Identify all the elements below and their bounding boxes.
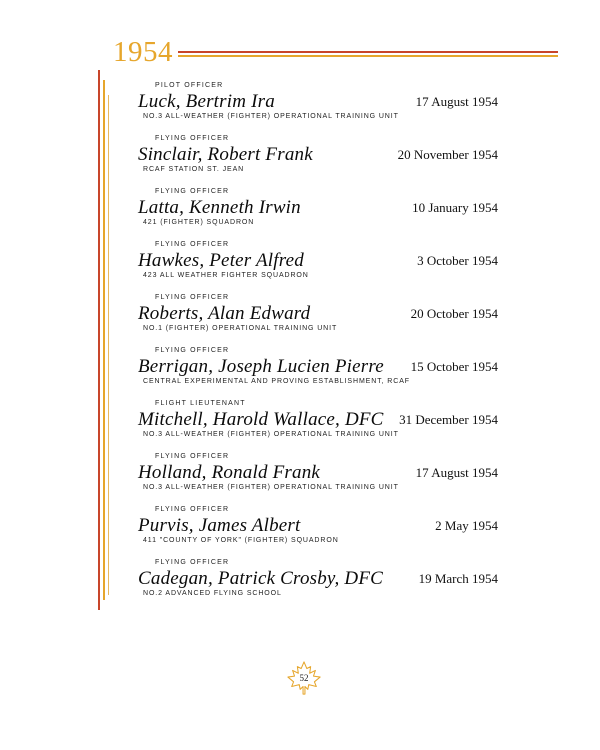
margin-rule-gold	[103, 80, 105, 600]
entry-unit: NO.2 ADVANCED FLYING SCHOOL	[143, 590, 282, 597]
entry-unit: NO.3 ALL-WEATHER (FIGHTER) OPERATIONAL TRAINING UNIT	[143, 431, 399, 438]
entry-rank: PILOT OFFICER	[155, 82, 224, 89]
memorial-entry	[138, 294, 498, 347]
entry-name: Latta, Kenneth Irwin	[138, 197, 301, 218]
memorial-entry	[138, 506, 498, 559]
entry-date: 20 October 1954	[410, 306, 498, 321]
entry-name: Cadegan, Patrick Crosby, DFC	[138, 568, 384, 589]
entry-name: Hawkes, Peter Alfred	[138, 250, 304, 271]
entry-name: Sinclair, Robert Frank	[138, 144, 313, 165]
memorial-entry	[138, 559, 498, 612]
entry-date: 17 August 1954	[415, 94, 498, 109]
page-number: 52	[299, 673, 309, 683]
entry-unit: 423 ALL WEATHER FIGHTER SQUADRON	[143, 272, 309, 279]
entry-unit: RCAF STATION ST. JEAN	[143, 166, 245, 173]
margin-rule-light	[108, 95, 109, 595]
entry-rank: FLYING OFFICER	[155, 241, 230, 248]
memorial-entry	[138, 241, 498, 294]
year-heading: 1954	[113, 36, 173, 68]
entry-unit: CENTRAL EXPERIMENTAL AND PROVING ESTABLISHMENT, RCAF	[143, 378, 410, 385]
entry-name: Mitchell, Harold Wallace, DFC	[138, 409, 384, 430]
entry-rank: FLIGHT LIEUTENANT	[155, 400, 246, 407]
entry-unit: NO.3 ALL-WEATHER (FIGHTER) OPERATIONAL TRAINING UNIT	[143, 484, 399, 491]
entry-rank: FLYING OFFICER	[155, 559, 230, 566]
memorial-entry	[138, 82, 498, 135]
entry-unit: NO.3 ALL-WEATHER (FIGHTER) OPERATIONAL TRAINING UNIT	[143, 113, 399, 120]
top-rule-gold	[178, 55, 558, 57]
entry-name: Berrigan, Joseph Lucien Pierre	[138, 356, 384, 377]
entry-date: 17 August 1954	[415, 465, 498, 480]
entry-date: 10 January 1954	[412, 200, 498, 215]
entry-rank: FLYING OFFICER	[155, 188, 230, 195]
top-rule-red	[178, 51, 558, 53]
memorial-entry	[138, 188, 498, 241]
entry-date: 19 March 1954	[418, 571, 498, 586]
entry-date: 15 October 1954	[410, 359, 498, 374]
entry-date: 31 December 1954	[399, 412, 498, 427]
entry-name: Purvis, James Albert	[138, 515, 301, 536]
entry-rank: FLYING OFFICER	[155, 347, 230, 354]
entry-name: Luck, Bertrim Ira	[138, 91, 275, 112]
memorial-entry	[138, 400, 498, 453]
entry-name: Roberts, Alan Edward	[138, 303, 311, 324]
entry-rank: FLYING OFFICER	[155, 135, 230, 142]
entry-rank: FLYING OFFICER	[155, 453, 230, 460]
entry-rank: FLYING OFFICER	[155, 506, 230, 513]
margin-rule-red	[98, 70, 100, 610]
entry-rank: FLYING OFFICER	[155, 294, 230, 301]
entry-unit: NO.1 (FIGHTER) OPERATIONAL TRAINING UNIT	[143, 325, 338, 332]
memorial-entries	[138, 82, 498, 612]
entry-date: 2 May 1954	[435, 518, 498, 533]
entry-name: Holland, Ronald Frank	[138, 462, 321, 483]
entry-date: 20 November 1954	[397, 147, 498, 162]
memorial-entry	[138, 347, 498, 400]
memorial-entry	[138, 135, 498, 188]
entry-unit: 411 "COUNTY OF YORK" (FIGHTER) SQUADRON	[143, 537, 339, 544]
entry-date: 3 October 1954	[417, 253, 498, 268]
entry-unit: 421 (FIGHTER) SQUADRON	[143, 219, 255, 226]
memorial-entry	[138, 453, 498, 506]
